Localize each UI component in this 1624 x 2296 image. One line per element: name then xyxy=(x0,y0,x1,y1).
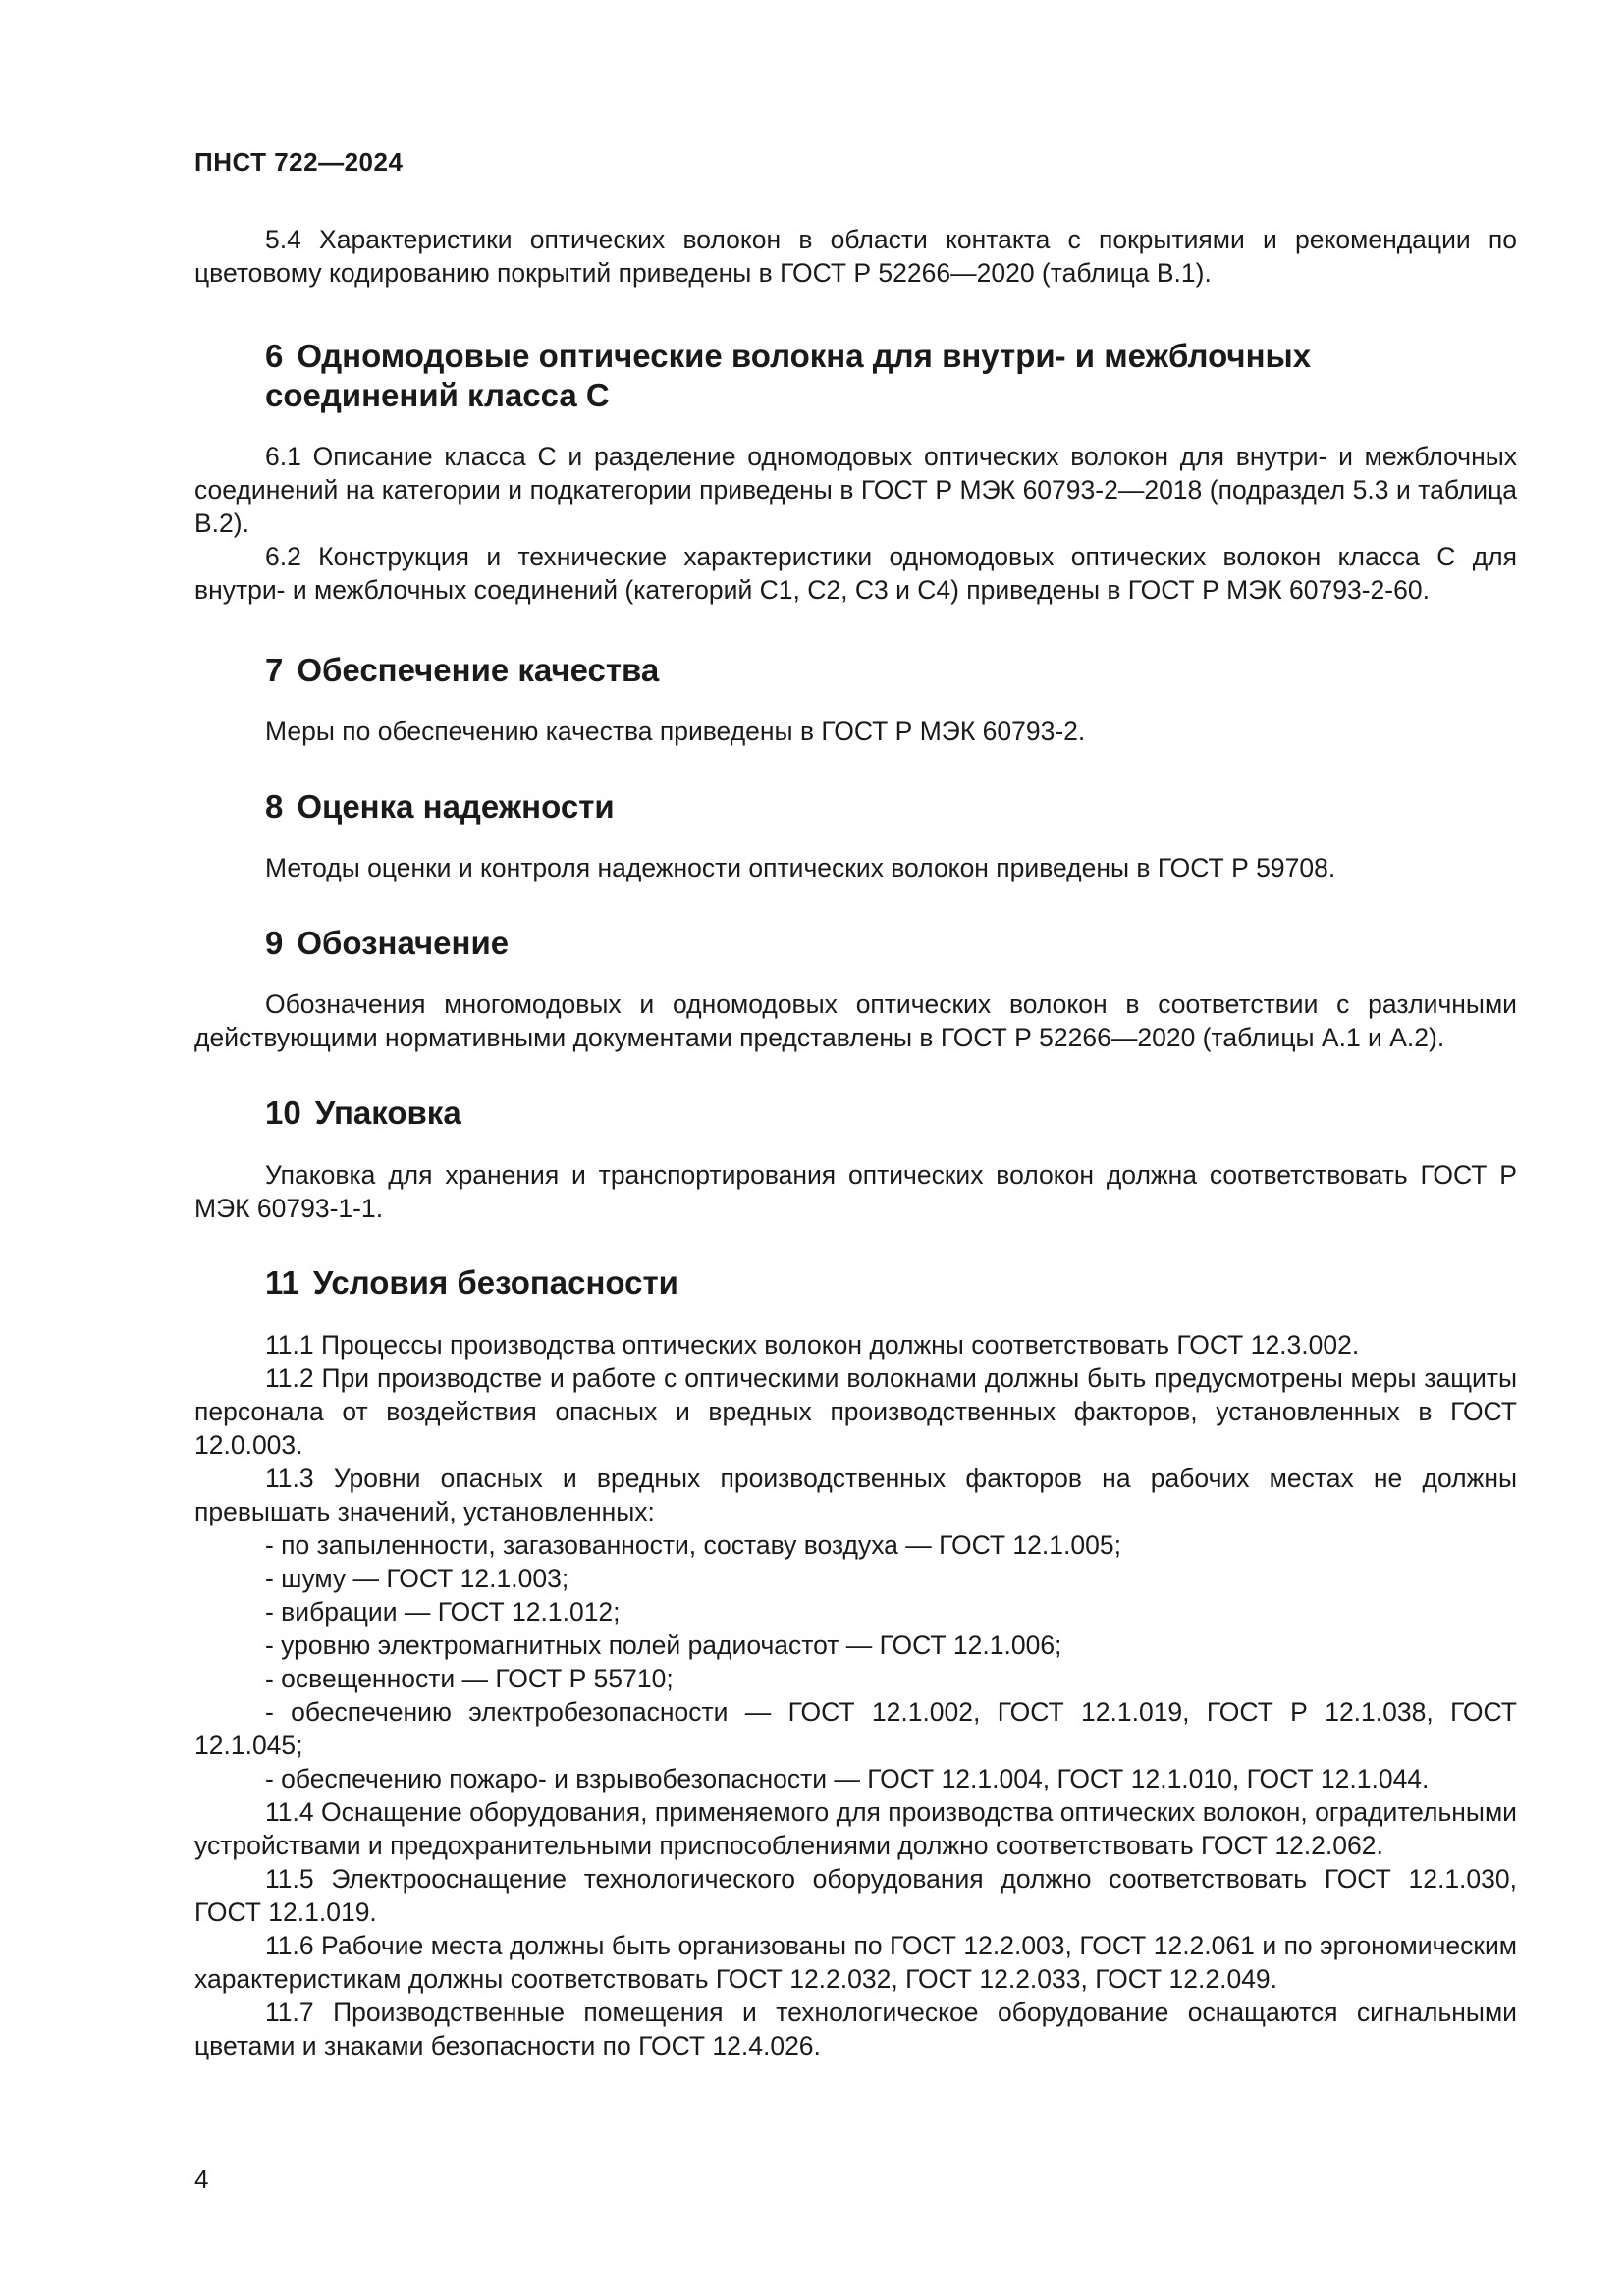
paragraph-6-2: 6.2 Конструкция и технические характеристики одномодовых оптических волокон класса С для внутри- и межблочных соединений (категорий С1, С2, С3 и С4) приведены в ГОСТ Р МЭК 60793-2-60. xyxy=(194,542,1517,605)
list-item: - обеспечению электробезопасности — ГОСТ 12.1.002, ГОСТ 12.1.019, ГОСТ Р 12.1.038, ГОСТ 12.1.045; xyxy=(194,1697,1517,1760)
section-11-heading xyxy=(265,1263,678,1303)
section-number: 10 xyxy=(265,1095,301,1131)
paragraph-9: Обозначения многомодовых и одномодовых оптических волокон в соответствии с различными действующими нормативными документами представлены в ГОСТ Р 52266—2020 (таблицы А.1 и А.2). xyxy=(194,989,1517,1052)
paragraph-8: Методы оценки и контроля надежности оптических волокон приведены в ГОСТ Р 59708. xyxy=(265,853,1336,882)
list-item: - вибрации — ГОСТ 12.1.012; xyxy=(265,1597,621,1627)
paragraph-11-6: 11.6 Рабочие места должны быть организованы по ГОСТ 12.2.003, ГОСТ 12.2.061 и по эргономическим характеристикам должны соответствовать ГОСТ 12.2.032, ГОСТ 12.2.033, ГОСТ 12.2.049. xyxy=(194,1931,1517,1994)
paragraph-11-4: 11.4 Оснащение оборудования, применяемого для производства оптических волокон, оградительными устройствами и предохранительными приспособлениями должно соответствовать ГОСТ 12.2.062. xyxy=(194,1797,1517,1860)
paragraph-5-4: 5.4 Характеристики оптических волокон в области контакта с покрытиями и рекомендации по цветовому кодированию покрытий приведены в ГОСТ Р 52266—2020 (таблица В.1). xyxy=(194,225,1517,288)
document-header: ПНСТ 722—2024 xyxy=(194,147,404,177)
paragraph-10: Упаковка для хранения и транспортирования оптических волокон должна соответствовать ГОСТ Р МЭК 60793-1-1. xyxy=(194,1160,1517,1223)
section-title: Одномодовые оптические волокна для внутри- и межблочных xyxy=(297,338,1312,374)
list-item: - шуму — ГОСТ 12.1.003; xyxy=(265,1564,569,1593)
paragraph-6-1: 6.1 Описание класса С и разделение одномодовых оптических волокон для внутри- и межблочных соединений на категории и подкатегории приведены в ГОСТ Р МЭК 60793-2—2018 (подраздел 5.3 и таблица В.2). xyxy=(194,442,1517,538)
list-item: - уровню электромагнитных полей радиочастот — ГОСТ 12.1.006; xyxy=(265,1630,1062,1660)
section-title: Обозначение xyxy=(297,925,510,961)
section-title: Упаковка xyxy=(314,1095,461,1131)
paragraph-11-5: 11.5 Электрооснащение технологического оборудования должно соответствовать ГОСТ 12.1.030, ГОСТ 12.1.019. xyxy=(194,1864,1517,1927)
section-7-heading xyxy=(265,651,659,690)
section-number: 6 xyxy=(265,338,284,374)
section-number: 11 xyxy=(265,1264,299,1301)
section-title-cont: соединений класса С xyxy=(265,377,610,413)
paragraph-11-7: 11.7 Производственные помещения и технологическое оборудование оснащаются сигнальными цветами и знаками безопасности по ГОСТ 12.4.026. xyxy=(194,1998,1517,2060)
section-10-heading xyxy=(265,1094,461,1133)
section-number: 7 xyxy=(265,652,284,688)
list-item: - по запыленности, загазованности, составу воздуха — ГОСТ 12.1.005; xyxy=(265,1530,1121,1560)
section-number: 8 xyxy=(265,788,284,825)
paragraph-11-1: 11.1 Процессы производства оптических волокон должны соответствовать ГОСТ 12.3.002. xyxy=(265,1330,1360,1360)
list-item: - обеспечению пожаро- и взрывобезопасности — ГОСТ 12.1.004, ГОСТ 12.1.010, ГОСТ 12.1.044. xyxy=(265,1764,1430,1793)
paragraph-11-3: 11.3 Уровни опасных и вредных производственных факторов на рабочих местах не должны превышать значений, установленных: xyxy=(194,1464,1517,1526)
section-9-heading xyxy=(265,924,509,963)
paragraph-11-2: 11.2 При производстве и работе с оптическими волокнами должны быть предусмотрены меры защиты персонала от воздействия опасных и вредных производственных факторов, установленных в ГОСТ 12.0.003. xyxy=(194,1363,1517,1460)
section-6-heading xyxy=(265,337,1311,415)
list-item: - освещенности — ГОСТ Р 55710; xyxy=(265,1664,674,1693)
section-title: Условия безопасности xyxy=(312,1264,678,1301)
section-number: 9 xyxy=(265,925,284,961)
section-8-heading xyxy=(265,787,615,827)
page-number: 4 xyxy=(194,2164,209,2194)
section-title: Оценка надежности xyxy=(297,788,615,825)
section-title: Обеспечение качества xyxy=(297,652,660,688)
paragraph-7: Меры по обеспечению качества приведены в ГОСТ Р МЭК 60793-2. xyxy=(265,717,1086,746)
